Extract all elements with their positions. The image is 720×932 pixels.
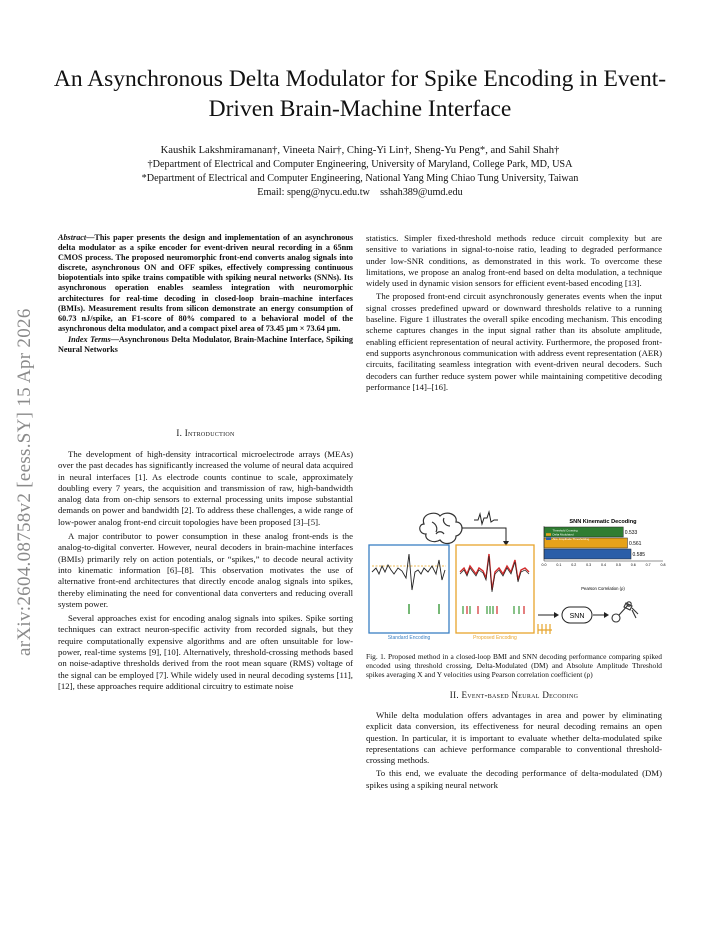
author-block: [40, 143, 680, 200]
legend-label: Delta Modulated: [552, 532, 574, 537]
arxiv-id: arXiv:2604.08758v2 [eess.SY] 15 Apr 2026: [14, 308, 35, 656]
intro-body: [58, 449, 353, 692]
chart-tick-label: 0.5: [615, 563, 621, 567]
proposed-encoding-panel: [456, 545, 534, 633]
section-2-heading: II. Event-based Neural Decoding: [449, 690, 579, 700]
legend-swatch: [546, 537, 551, 540]
intro-paragraph: Several approaches exist for encoding analog signals into spikes. Spike sorting techniques can extract neuron-specific activity from recorded signals, but they require computationally expensive algorithms and are often unsuitable for low-power, real-time systems [9], [10]. Alternatively, threshold-crossing methods based on noise-adaptive thresholds derived from the root mean square (RMS) voltage of the signal can be employed [7]. While widely used in neural decoding systems [11], [12], these approaches require additional circuitry to estimate noise: [58, 613, 353, 691]
chart-bar: [544, 549, 631, 559]
chart-tick-label: 0.3: [586, 563, 592, 567]
intro-paragraph: The development of high-density intracortical microelectrode arrays (MEAs) over the past decades has significantly increased the volume of neural data acquired in neural interfaces [1]. As electrode counts continue to scale, approximately doubling every 7 years, the acquisition and transmission of raw, high-bandwidth analog data from on-chip sensors to external processing units impose substantial demands on power and bandwidth [2]. To address these challenges, a wide range of low-power analog front-end circuit topologies have been proposed [3]–[5].: [58, 449, 353, 527]
email: Email: speng@nycu.edu.tw sshah389@umd.edu: [257, 187, 463, 198]
standard-encoding-label: Standard Encoding: [387, 635, 431, 640]
chart-data-label: 0.585: [632, 551, 646, 558]
abstract-text: —This paper presents the design and implementation of an asynchronous delta modulator as a spike encoder for event-driven neural recording in a 65nm CMOS process. The proposed neuromorphic front-end converts analog signals into discrete, asynchronous ON and OFF spikes, effectively compressing continuous biopotentials into spike trains compatible with spiking neural networks (SNNs). Its asynchronous operation enables seamless integration with neuromorphic architectures for real-time decoding in closed-loop brain–machine interfaces (BMIs). Measurement results from silicon demonstrate an energy consumption of 60.73 nJ/spike, an F1-score of 80% compared to a behavioral model of the asynchronous delta modulator, and a compact pixel area of 73.45 μm × 73.64 μm.: [58, 233, 353, 333]
body-paragraph: To this end, we evaluate the decoding performance of delta-modulated (DM) spikes using a spiking neural network: [366, 768, 662, 790]
figure-caption: Fig. 1. Proposed method in a closed-loop BMI and SNN decoding performance comparing spiked encoded using threshold crossing, Delta-Modulated (DM) and Absolute Amplitude Threshold spikes averaging X and Y velocities using Pearson correlation coefficient (ρ): [366, 652, 662, 680]
figure-1: [366, 508, 666, 640]
section-2-body: [366, 710, 662, 791]
chart-tick-label: 0.0: [541, 563, 547, 567]
proposed-encoding-label: Proposed Encoding: [473, 635, 517, 640]
brain-icon: [420, 513, 462, 543]
robot-arm-icon: [612, 602, 638, 622]
paper-title: An Asynchronous Delta Modulator for Spike Encoding in Event-Driven Brain-Machine Interface: [53, 66, 667, 122]
neural-trace-icon: [474, 512, 498, 524]
abstract: [58, 233, 353, 355]
index-terms: —Asynchronous Delta Modulator, Brain-Machine Interface, Spiking Neural Networks: [58, 334, 353, 355]
chart-tick-label: 0.7: [645, 563, 651, 567]
snn-label: SNN: [569, 613, 585, 620]
body-paragraph: statistics. Simpler fixed-threshold methods reduce circuit complexity but are sensitive to variations in signal-to-noise ratio, leading to degraded performance under low-SNR conditions, as demonstrated in this work. To overcome these limitations, we propose an analog front-end based on delta modulation, a technique widely used in dynamic vision sensors for efficient event-based encoding [13].: [366, 233, 662, 289]
section-1-heading: I. Introduction: [176, 428, 235, 438]
affiliation-2: *Department of Electrical and Computer Engineering, National Yang Ming Chiao Tung University, Taiwan: [141, 173, 579, 184]
chart-title: SNN Kinematic Decoding: [569, 519, 637, 525]
abstract-label: Abstract: [58, 233, 87, 242]
body-paragraph: The proposed front-end circuit asynchronously generates events when the input signal crosses predefined upward or downward thresholds relative to a running baseline. Figure 1 illustrates the overall spike encoding mechanism. This encoding scheme captures changes in the input signal rather than its absolute amplitude, enabling efficient representation of neural activity. Furthermore, the proposed front-end supports asynchronous communication with address event representation (AER) circuits, facilitating seamless integration with event-driven neural decoders. Such decoders can further reduce system power while maintaining competitive decoding performance [14]–[16].: [366, 291, 662, 392]
spike-train-icon: [538, 624, 552, 634]
chart-tick-label: 0.1: [556, 563, 562, 567]
chart-tick-label: 0.2: [571, 563, 577, 567]
chart-tick-label: 0.8: [660, 563, 666, 567]
legend-label: Threshold Crossing: [552, 528, 578, 533]
affiliation-1: †Department of Electrical and Computer Engineering, University of Maryland, College Park, MD, USA: [147, 159, 573, 170]
right-column-body: [366, 233, 662, 393]
arxiv-stamp: [2, 300, 42, 660]
standard-trace: [372, 554, 445, 590]
chart-tick-label: 0.4: [601, 563, 606, 567]
chart-xlabel: Pearson Correlation (ρ): [581, 586, 625, 591]
legend-swatch: [546, 529, 551, 532]
body-paragraph: While delta modulation offers advantages in area and power by eliminating explicit data conversion, its effectiveness for neural decoding remains an open question. In particular, it is important to evaluate whether delta-modulated spike representations can achieve performance comparable to conventional threshold-crossing methods.: [366, 710, 662, 766]
authors: Kaushik Lakshmiramanan†, Vineeta Nair†, Ching-Yi Lin†, Sheng-Yu Peng*, and Sahil Shah†: [160, 145, 560, 156]
chart-data-label: 0.561: [628, 540, 642, 547]
chart-tick-label: 0.6: [630, 563, 636, 567]
index-terms-label: Index Terms: [68, 334, 111, 344]
arrow-icon: [462, 528, 506, 544]
legend-label: Abs. Amplitude Thresholding: [552, 536, 590, 541]
delta-modulated-trace: [460, 554, 529, 590]
intro-paragraph: A major contributor to power consumption in these analog front-ends is the analog-to-digital converter. However, neural decoders in brain-machine interfaces (BMIs) primarily rely on action potentials, or “spikes,” to decode neural activity into kinematic information [6]–[8]. This observation motivates the use of alternative front-end architectures that directly encode analog signals into spikes, thereby eliminating the need for conventional data converters and reducing overall system power.: [58, 531, 353, 609]
chart-data-label: 0.533: [624, 529, 638, 536]
legend-swatch: [546, 533, 551, 536]
